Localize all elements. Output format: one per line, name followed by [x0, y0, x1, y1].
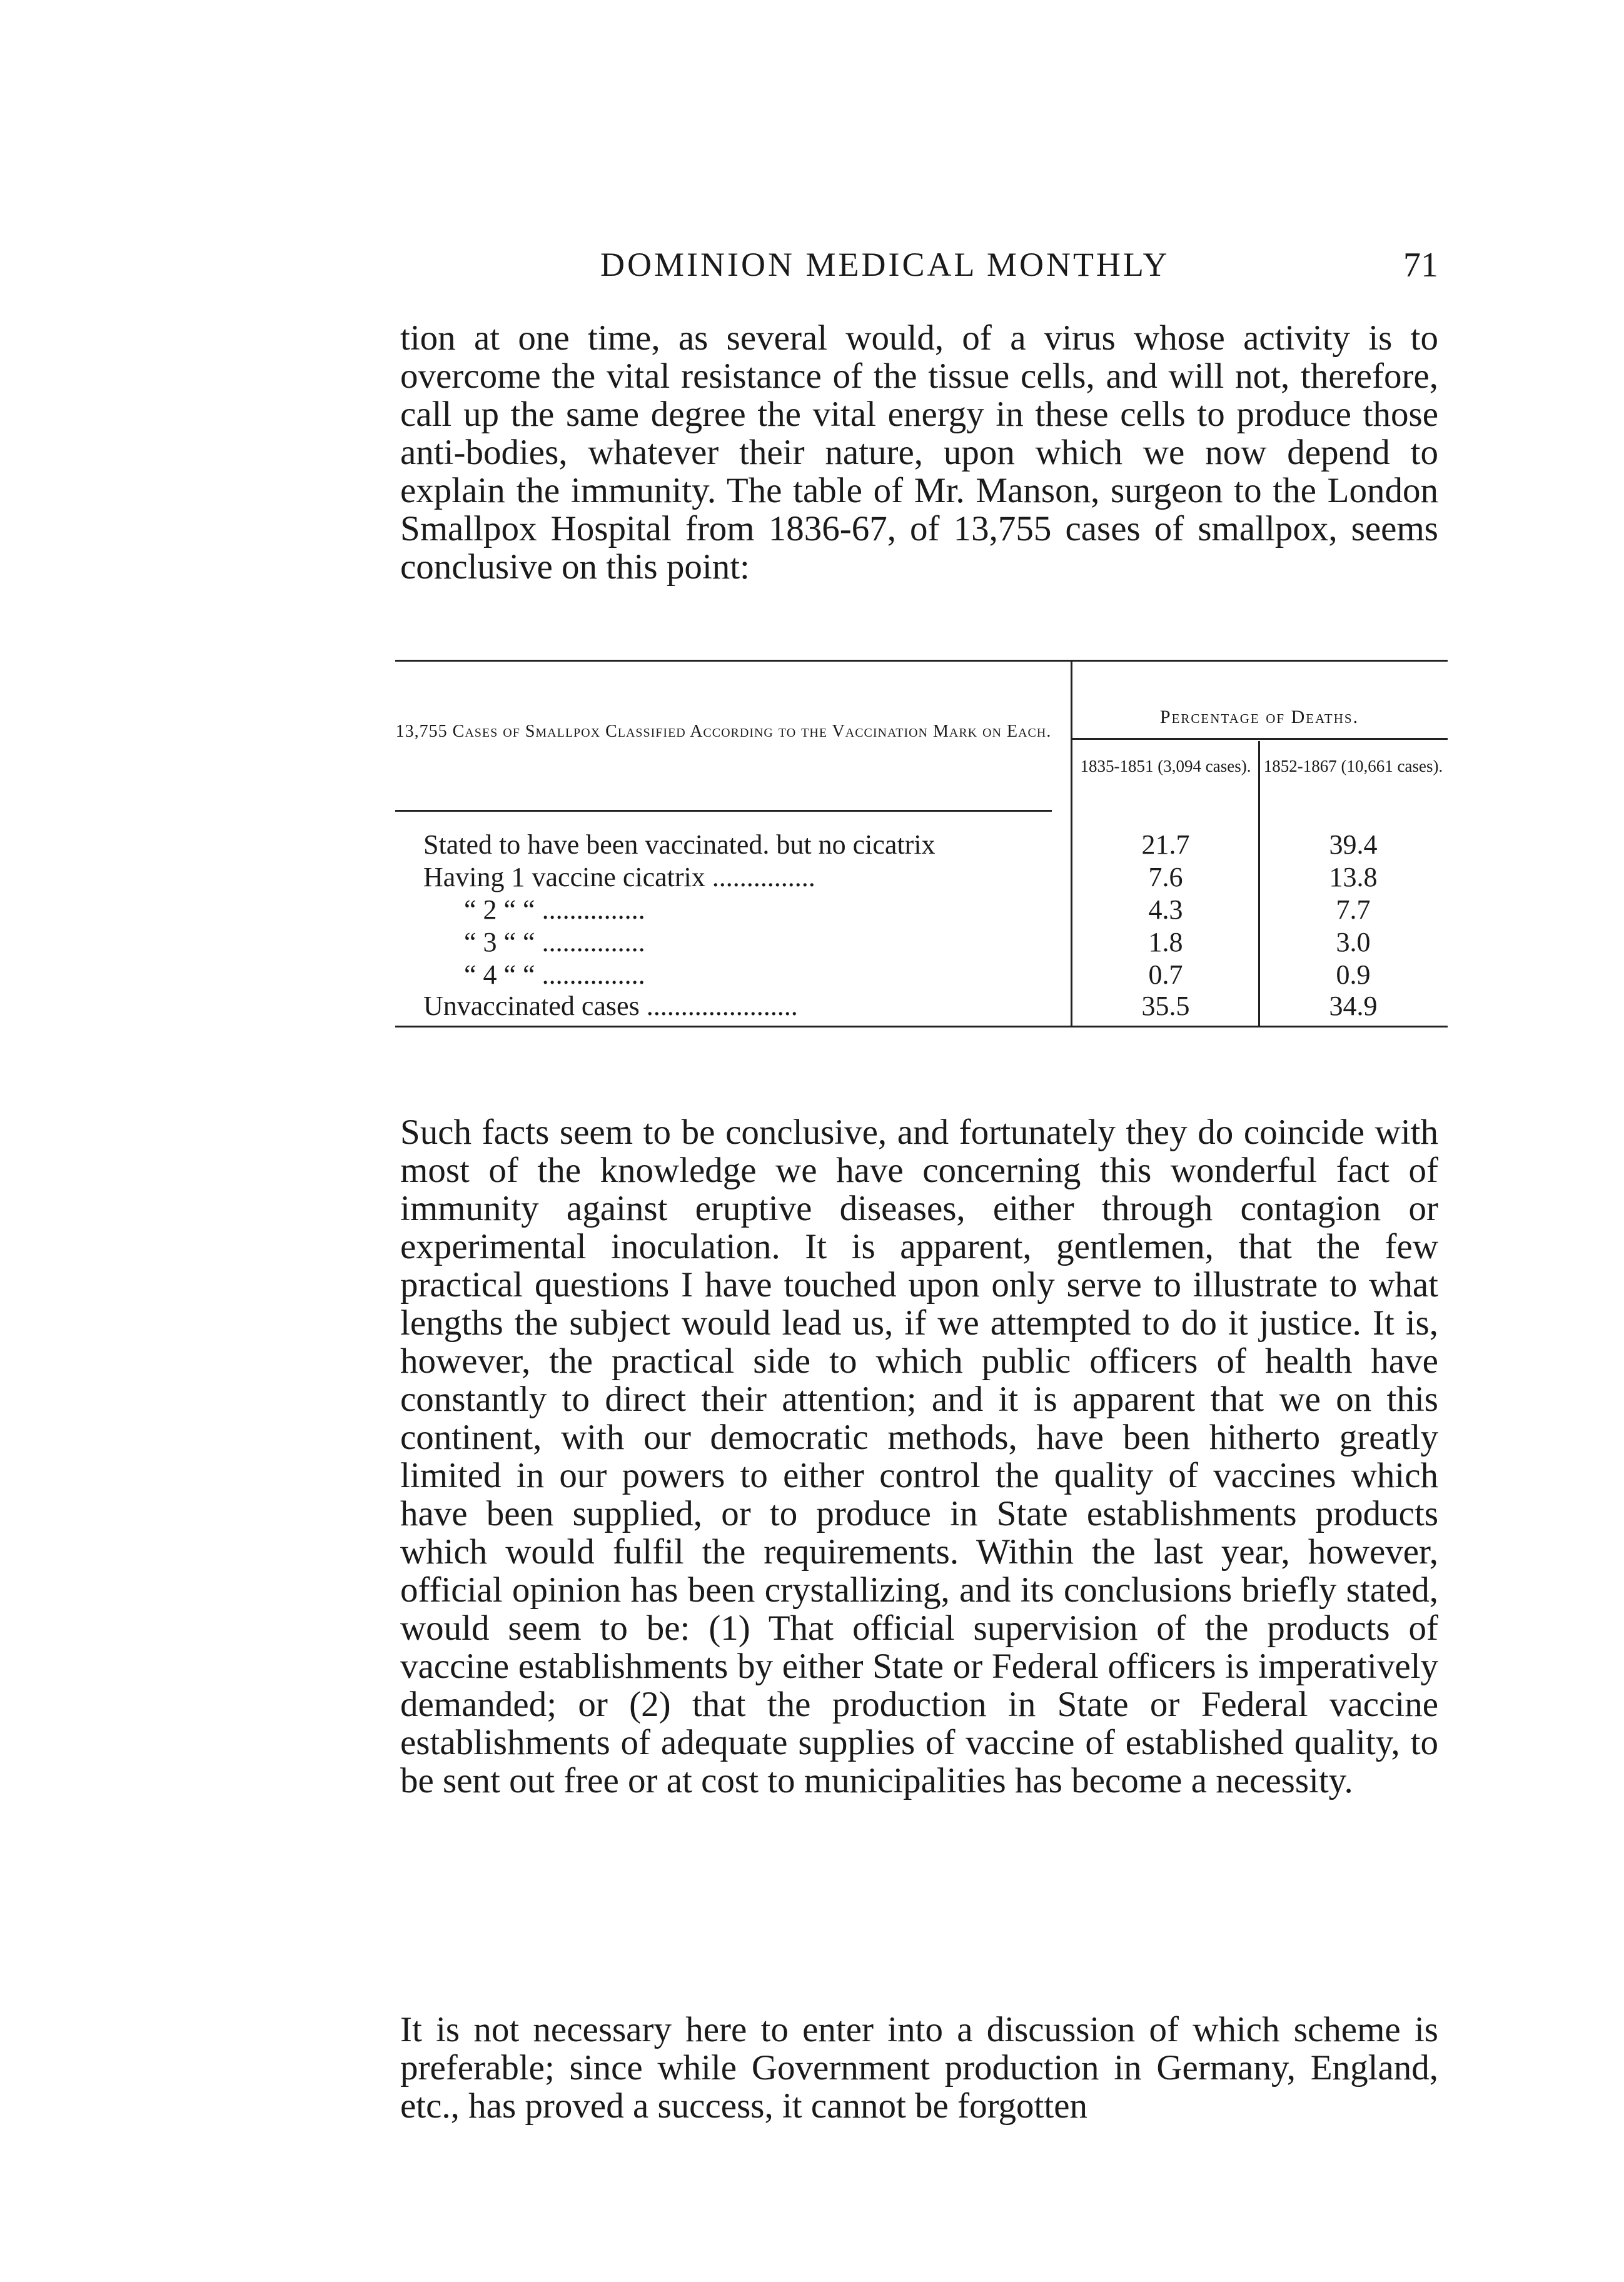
row-label: Stated to have been vaccinated. but no cicatrix — [423, 829, 936, 860]
table-bottom-rule — [395, 1026, 1448, 1027]
paragraph-conclusions: Such facts seem to be conclusive, and fortunately they do coincide with most of the knowledge we have concerning this wonderful fact of immunity against eruptive diseases, either through contagion or experimental inoculation. It is apparent, gentlemen, that the few practical questions I have touched upon only serve to illustrate to what lengths the subject would lead us, if we attempted to do it justice. It is, however, the practical side to which public officers of health have constantly to direct their attention; and it is apparent that we on this continent, with our democratic methods, have been hitherto greatly limited in our powers to either control the quality of vaccines which have been supplied, or to produce in State establishments products which would fulfil the requirements. Within the last year, however, official opinion has been crystallizing, and its conclusions briefly stated, would seem to be: (1) That official supervision of the products of vaccine establishments by either State or Federal officers is imperatively demanded; or (2) that the production in State or Federal vaccine establishments of adequate supplies of vaccine of established quality, to be sent out free or at cost to municipalities has become a necessity. — [400, 1113, 1438, 1800]
paragraph-scheme: It is not necessary here to enter into a discussion of which scheme is preferable; since while Government production in Germany, England, etc., has proved a success, it cannot be forgotten — [400, 2010, 1438, 2126]
row-label: “ 2 “ “ ............... — [464, 894, 645, 925]
paragraph-immunity-intro: tion at one time, as several would, of a virus whose activity is to overcome the vital resistance of the tissue cells, and will not, therefore, call up the same degree the vital energy in these cells to produce those anti-bodies, whatever their nature, upon which we now depend to explain the immunity. The table of Mr. Manson, surgeon to the London Smallpox Hospital from 1836-67, of 13,755 cases of smallpox, seems conclusive on this point: — [400, 318, 1438, 587]
cell-value: 4.3 — [1148, 894, 1183, 925]
cell-value: 39.4 — [1329, 829, 1378, 860]
cell-value: 0.9 — [1336, 959, 1371, 990]
table-row — [395, 829, 1448, 864]
smallpox-table — [395, 660, 1448, 1035]
table-row — [395, 861, 1448, 896]
stub-heading-rule — [395, 810, 1052, 812]
table-row — [395, 926, 1448, 961]
cell-value: 7.7 — [1336, 894, 1371, 925]
group-heading: Percentage of Deaths. — [1159, 707, 1359, 727]
running-head: DOMINION MEDICAL MONTHLY — [600, 246, 1170, 283]
row-label: “ 3 “ “ ............... — [464, 927, 645, 957]
stub-heading: 13,755 Cases of Smallpox Classified According to the Vaccination Mark on Each. — [395, 722, 1052, 741]
page-header — [400, 245, 1438, 295]
cell-value: 34.9 — [1329, 991, 1378, 1021]
row-label: Having 1 vaccine cicatrix ............... — [423, 862, 815, 892]
table-row — [395, 959, 1448, 994]
page-number: 71 — [1403, 246, 1438, 285]
cell-value: 3.0 — [1336, 927, 1371, 957]
table-row — [395, 990, 1448, 1025]
row-label: Unvaccinated cases ...................... — [423, 991, 798, 1021]
cell-value: 35.5 — [1141, 991, 1190, 1021]
column-heading: 1852-1867 (10,661 cases). — [1263, 757, 1443, 775]
table-row — [395, 894, 1448, 929]
cell-value: 21.7 — [1141, 829, 1190, 860]
cell-value: 0.7 — [1148, 959, 1183, 990]
cell-value: 7.6 — [1148, 862, 1183, 892]
cell-value: 13.8 — [1329, 862, 1378, 892]
group-heading-rule — [1071, 738, 1448, 740]
table-top-rule — [395, 660, 1448, 662]
cell-value: 1.8 — [1148, 927, 1183, 957]
row-label: “ 4 “ “ ............... — [464, 959, 645, 990]
column-heading: 1835-1851 (3,094 cases). — [1080, 757, 1251, 775]
